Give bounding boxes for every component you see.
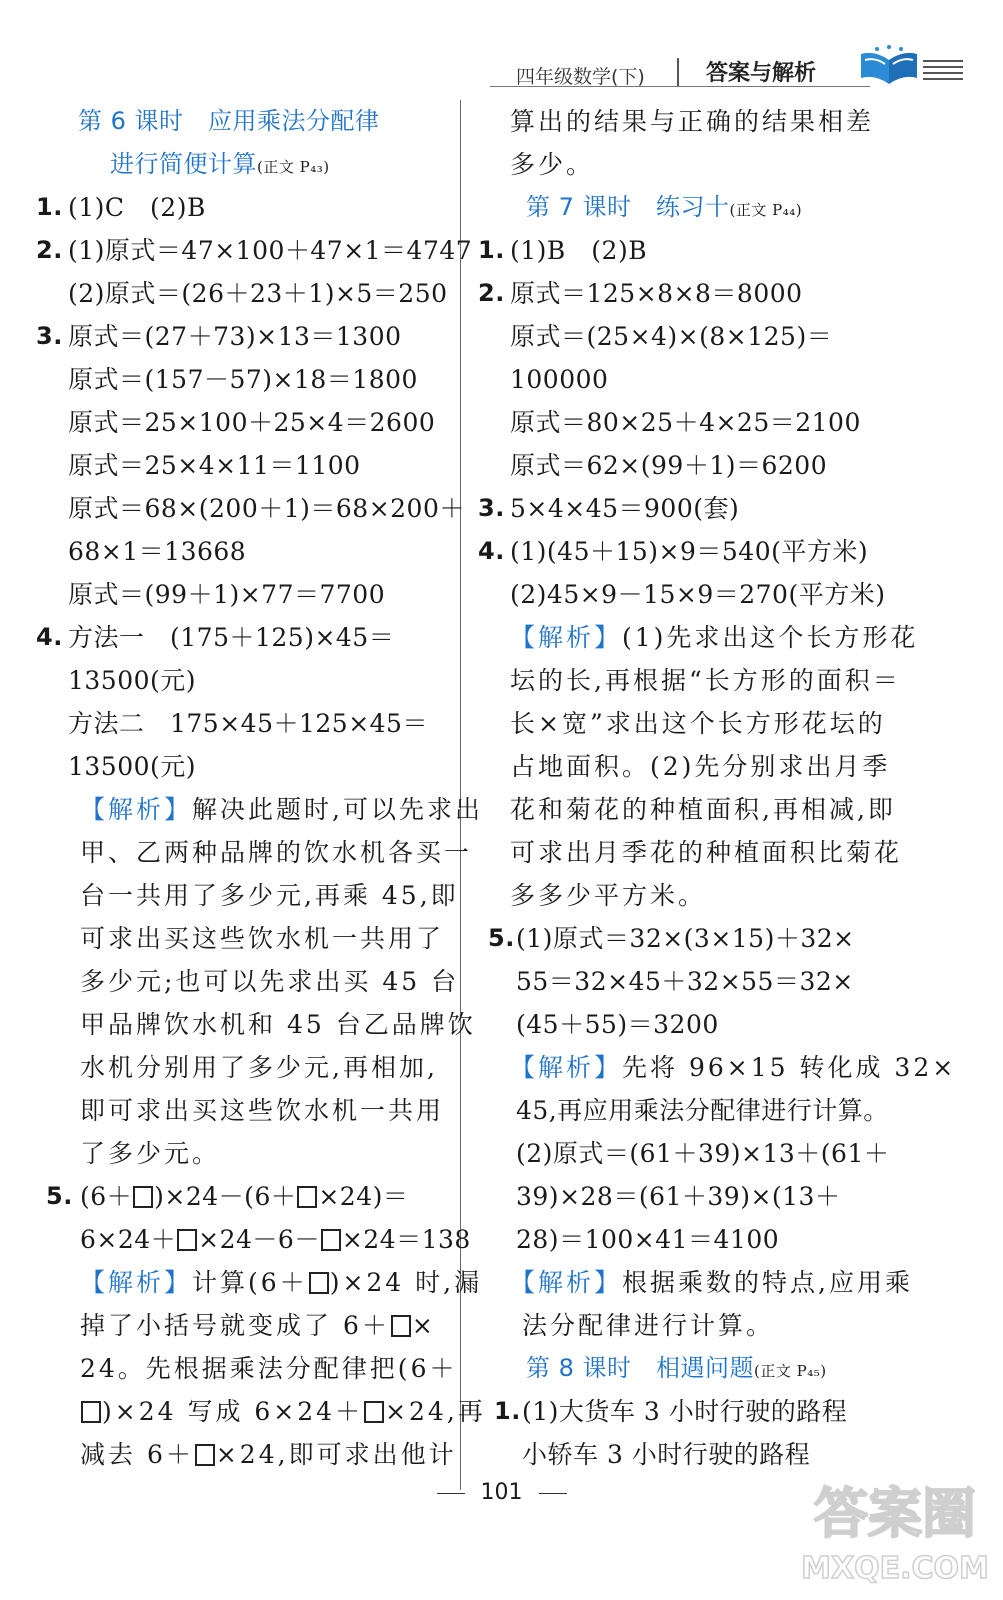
answer-7-2-line-1: 2. 原式＝125×8×8＝8000 bbox=[478, 279, 803, 308]
lesson-7-title: 第 7 课时 练习十(正文 P₄₄) bbox=[526, 193, 803, 221]
analysis-4-line-1: 【解析】解决此题时,可以先求出 bbox=[80, 795, 483, 824]
answer-7-3: 3. 5×4×45＝900(套) bbox=[478, 494, 740, 523]
left-column bbox=[36, 100, 486, 1476]
analysis-4-line-5: 多少元;也可以先求出买 45 台 bbox=[80, 967, 460, 996]
answer-1: 1. (1)C (2)B bbox=[36, 193, 206, 222]
analysis-7-4-line-2: 坛的长,再根据“长方形的面积＝ bbox=[510, 666, 901, 695]
analysis-4-line-3: 台一共用了多少元,再乘 45,即 bbox=[80, 881, 459, 910]
analysis-4-line-4: 可求出买这些饮水机一共用了 bbox=[80, 924, 445, 953]
page-number: 101 bbox=[0, 1480, 1003, 1505]
answer-2-line-1: 2. (1)原式＝47×100＋47×1＝4747 bbox=[36, 236, 473, 265]
answer-3-line-7: 原式＝(99＋1)×77＝7700 bbox=[68, 580, 386, 609]
blank-box bbox=[177, 1229, 197, 1251]
answer-4-line-4: 13500(元) bbox=[68, 752, 197, 781]
answer-5-line-1: 5. (6＋ )×24－(6＋ ×24)＝ bbox=[46, 1182, 409, 1211]
blank-box bbox=[309, 1272, 329, 1294]
blank-box bbox=[297, 1186, 317, 1208]
answer-7-5b-line-3: 28)＝100×41＝4100 bbox=[516, 1225, 780, 1254]
header-section-title: 答案与解析 bbox=[706, 61, 817, 86]
answer-4-line-1: 4. 方法一 (175＋125)×45＝ bbox=[36, 623, 395, 652]
analysis-tag: 【解析】 bbox=[510, 623, 623, 652]
analysis-7-4-line-3: 长×宽”求出这个长方形花坛的 bbox=[510, 709, 886, 738]
answer-4-line-2: 13500(元) bbox=[68, 666, 197, 695]
header-book-title: 四年级数学(下) bbox=[516, 66, 645, 88]
lesson-8-title: 第 8 课时 相遇问题(正文 P₄₅) bbox=[526, 1354, 827, 1382]
analysis-4-line-2: 甲、乙两种品牌的饮水机各买一 bbox=[80, 838, 473, 867]
answer-7-5b-line-2: 39)×28＝(61＋39)×(13＋ bbox=[516, 1182, 841, 1211]
blank-box bbox=[364, 1401, 384, 1423]
answer-4-line-3: 方法二 175×45＋125×45＝ bbox=[68, 709, 428, 738]
analysis-5-line-4: )×24 写成 6×24＋ ×24,再 bbox=[36, 1390, 456, 1433]
answer-5-line-2: 6×24＋ ×24－6－ ×24＝138 bbox=[80, 1225, 471, 1254]
answer-7-4-line-1: 4. (1)(45＋15)×9＝540(平方米) bbox=[478, 537, 869, 566]
blank-box bbox=[195, 1444, 215, 1466]
analysis-4-line-6: 甲品牌饮水机和 45 台乙品牌饮 bbox=[80, 1010, 476, 1039]
watermark-top-text: 答案圈 bbox=[814, 1482, 976, 1545]
analysis-5-line-1: 【解析】计算(6＋ )×24 时,漏 bbox=[80, 1268, 483, 1297]
answer-3-line-1: 3. 原式＝(27＋73)×13＝1300 bbox=[36, 322, 402, 351]
analysis-7-5-line-1: 【解析】先将 96×15 转化成 32× bbox=[510, 1053, 957, 1082]
answer-7-5b-line-1: (2)原式＝(61＋39)×13＋(61＋ bbox=[516, 1139, 890, 1168]
blank-box bbox=[321, 1229, 341, 1251]
analysis-7-5-line-2: 45,再应用乘法分配律进行计算。 bbox=[516, 1096, 889, 1125]
analysis-4-line-8: 即可求出买这些饮水机一共用 bbox=[80, 1096, 445, 1125]
analysis-tag: 【解析】 bbox=[80, 1268, 193, 1297]
blank-box bbox=[133, 1186, 153, 1208]
analysis-7-5b-line-1: 【解析】根据乘数的特点,应用乘 bbox=[510, 1268, 913, 1297]
analysis-tag: 【解析】 bbox=[510, 1268, 623, 1297]
analysis-7-4-line-1: 【解析】(1)先求出这个长方形花 bbox=[510, 623, 919, 652]
answer-8-1-line-1: 1. (1)大货车 3 小时行驶的路程 bbox=[494, 1397, 848, 1426]
analysis-tag: 【解析】 bbox=[80, 795, 193, 824]
answer-7-2-line-3: 100000 bbox=[510, 365, 609, 394]
answer-3-line-2: 原式＝(157－57)×18＝1800 bbox=[68, 365, 418, 394]
lesson-6-title: 第 6 课时 应用乘法分配律 bbox=[78, 107, 380, 135]
watermark-logo bbox=[800, 1470, 990, 1590]
lesson-6-subtitle: 进行简便计算(正文 P₄₃) bbox=[110, 150, 330, 178]
continued-line-2: 多少。 bbox=[510, 150, 595, 179]
analysis-7-4-line-4: 占地面积。(2)先分别求出月季 bbox=[510, 752, 891, 781]
analysis-7-5b-line-2: 法分配律进行计算。 bbox=[522, 1311, 775, 1340]
answer-7-5-line-3: (45＋55)＝3200 bbox=[516, 1010, 719, 1039]
answer-3-line-3: 原式＝25×100＋25×4＝2600 bbox=[68, 408, 436, 437]
continued-line-1: 算出的结果与正确的结果相差 bbox=[510, 107, 875, 136]
answer-7-2-line-5: 原式＝62×(99＋1)＝6200 bbox=[510, 451, 828, 480]
answer-7-5-line-1: 5. (1)原式＝32×(3×15)＋32× bbox=[488, 924, 855, 953]
analysis-5-line-2: 掉了小括号就变成了 6＋ × bbox=[80, 1311, 436, 1340]
answer-7-2-line-2: 原式＝(25×4)×(8×125)＝ bbox=[510, 322, 833, 351]
answer-7-4-line-2: (2)45×9－15×9＝270(平方米) bbox=[510, 580, 886, 609]
right-column bbox=[478, 100, 957, 1476]
answer-8-1-line-2: 小轿车 3 小时行驶的路程 bbox=[522, 1440, 811, 1469]
analysis-5-line-5: 减去 6＋ ×24,即可求出他计 bbox=[80, 1440, 457, 1469]
analysis-4-line-9: 了多少元。 bbox=[80, 1139, 221, 1168]
page-header bbox=[470, 40, 970, 90]
analysis-7-4-line-6: 可求出月季花的种植面积比菊花 bbox=[510, 838, 903, 867]
analysis-7-4-line-7: 多多少平方米。 bbox=[510, 881, 707, 910]
analysis-4-line-7: 水机分别用了多少元,再相加, bbox=[80, 1053, 438, 1082]
answer-7-1: 1. (1)B (2)B bbox=[478, 236, 648, 265]
book-logo-icon bbox=[855, 44, 965, 88]
blank-box bbox=[391, 1315, 411, 1337]
answer-3-line-5: 原式＝68×(200＋1)＝68×200＋ bbox=[68, 494, 465, 523]
analysis-5-line-3: 24。先根据乘法分配律把(6＋ bbox=[80, 1354, 458, 1383]
answer-3-line-6: 68×1＝13668 bbox=[68, 537, 247, 566]
answer-2-line-2: (2)原式＝(26＋23＋1)×5＝250 bbox=[68, 279, 448, 308]
analysis-tag: 【解析】 bbox=[510, 1053, 623, 1082]
header-separator bbox=[677, 58, 679, 86]
watermark-bottom-text: MXQE.COM bbox=[801, 1551, 989, 1586]
blank-box bbox=[81, 1401, 101, 1423]
answer-7-5-line-2: 55＝32×45＋32×55＝32× bbox=[516, 967, 854, 996]
analysis-7-4-line-5: 花和菊花的种植面积,再相减,即 bbox=[510, 795, 896, 824]
answer-3-line-4: 原式＝25×4×11＝1100 bbox=[68, 451, 361, 480]
answer-7-2-line-4: 原式＝80×25＋4×25＝2100 bbox=[510, 408, 861, 437]
